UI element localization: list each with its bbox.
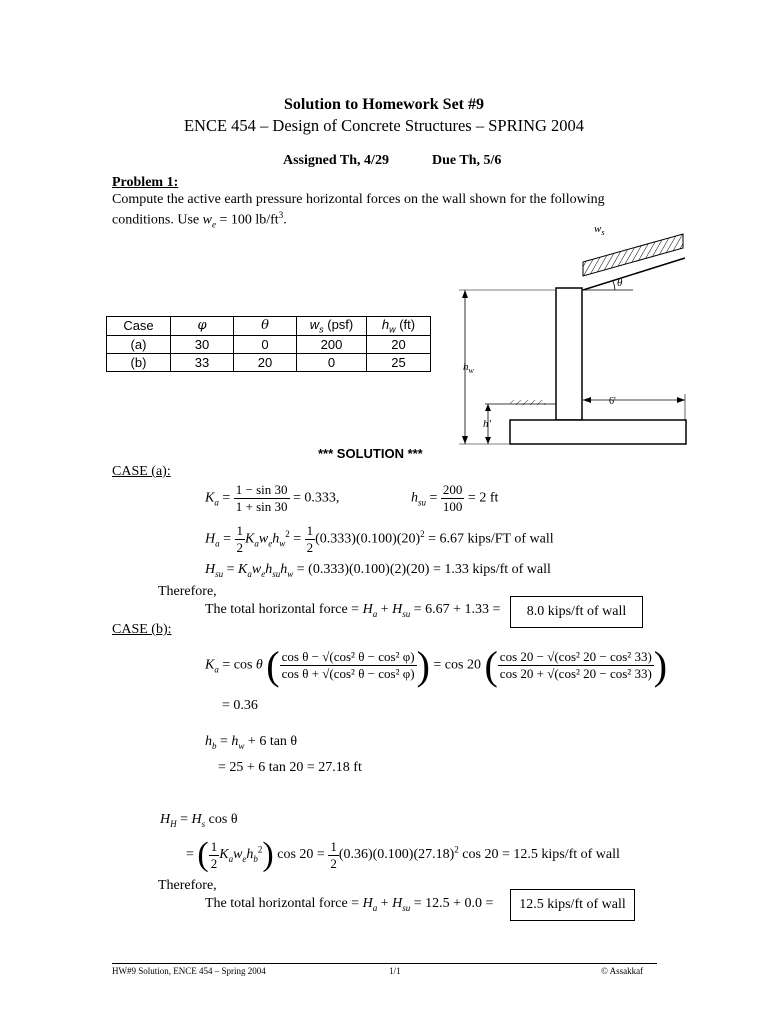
assigned-date: Assigned Th, 4/29	[283, 153, 389, 168]
hh-equation: $H_H = H_s$ cos θ	[160, 812, 238, 829]
problem-text-line2: conditions. Use $w_e = 100$ $lb/ft^3$.	[112, 210, 287, 230]
arrow-icon	[485, 404, 491, 411]
wall-stem	[556, 288, 582, 420]
ha-equation: $H_a$ = $\frac{1}{2}$ $K_aw_eh_w^2$ = $\frac{1}{2}$ $(0.333)(0.100)(20)^2 = 6.67$ kips/FT of wall	[205, 523, 554, 555]
total-b-line: The total horizontal force = $H_a + H_{su} = 12.5 + 0.0$ =	[205, 896, 494, 913]
arrow-icon	[485, 437, 491, 444]
total-a-line: The total horizontal force = $H_a + H_{su} = 6.67 + 1.33$ =	[205, 602, 501, 619]
therefore-b: Therefore,	[158, 878, 217, 893]
table-header-row	[107, 317, 431, 336]
table-row	[107, 335, 431, 353]
surcharge-load-band	[583, 234, 683, 276]
six-foot-label: 6'	[609, 396, 616, 407]
arrow-icon	[462, 436, 468, 444]
table-cell: 20	[367, 335, 431, 353]
hh-expansion: = ( $\frac{1}{2}$ $K_aw_eh_b^2$) cos 20 = $\frac{1}{2}$ $(0.36)(0.100)(27.18)^2$ cos 20 = 12.5 kips/ft of wall	[186, 836, 620, 873]
table-header-cell: φ	[171, 317, 234, 336]
ka-a-equation: $K_a$ = $\frac{1 - \sin 30}{1 + \sin 30}$ = 0.333,	[205, 482, 340, 514]
case-b-heading: CASE (b):	[112, 622, 172, 637]
ws-label: $w_s$	[594, 223, 605, 237]
problem-text-line1: Compute the active earth pressure horizontal forces on the wall shown for the following	[112, 192, 605, 207]
case-a-heading: CASE (a):	[112, 464, 171, 479]
footer-left: HW#9 Solution, ENCE 454 – Spring 2004	[112, 966, 266, 976]
footer-right: © Assakkaf	[601, 966, 644, 976]
due-date: Due Th, 5/6	[432, 153, 502, 168]
ka-b-value: = 0.36	[222, 698, 258, 713]
hw-label: $h_w$	[463, 361, 474, 375]
table-cell: 33	[171, 353, 234, 371]
arrow-icon	[677, 397, 685, 403]
table-row	[107, 353, 431, 371]
table-header-cell: θ	[234, 317, 297, 336]
table-cell: 30	[171, 335, 234, 353]
table-cell: 25	[367, 353, 431, 371]
total-a-answer-box: 8.0 kips/ft of wall	[510, 596, 643, 628]
theta-arc	[613, 281, 615, 290]
hsu-equation: $h_{su}$ = $\frac{200}{100}$ = 2 ft	[411, 482, 499, 514]
table-header-cell: Case	[107, 317, 171, 336]
arrow-icon	[462, 290, 468, 298]
problem-label: Problem 1:	[112, 175, 179, 190]
front-soil-hatch	[510, 400, 546, 405]
table-cell: 20	[234, 353, 297, 371]
hprime-label: h'	[483, 418, 491, 430]
page-title: Solution to Homework Set #9	[284, 96, 484, 113]
hsu-force-equation: $H_{su} = K_aw_eh_{su}h_w = (0.333)(0.100)(2)(20) = 1.33$ kips/ft of wall	[205, 562, 551, 579]
table-cell: (a)	[107, 335, 171, 353]
footer-divider	[112, 963, 657, 964]
conditions-table	[106, 316, 431, 372]
table-header-cell: $h_w$ (ft)	[367, 317, 431, 336]
table-header-cell: $w_s$ (psf)	[297, 317, 367, 336]
table-cell: 0	[297, 353, 367, 371]
retaining-wall-figure	[455, 218, 695, 450]
total-b-answer-box: 12.5 kips/ft of wall	[510, 889, 635, 921]
theta-label: θ	[617, 277, 623, 289]
arrow-icon	[583, 397, 591, 403]
footer-page-number: 1/1	[389, 966, 401, 976]
course-subtitle: ENCE 454 – Design of Concrete Structures – SPRING 2004	[183, 116, 585, 135]
wall-footing	[510, 420, 686, 444]
table-cell: 200	[297, 335, 367, 353]
ka-b-equation: $K_a = \cos \theta$ ( $\frac{\text{cos θ − √(cos² θ − cos² φ)}}{\text{cos θ + √(cos² θ − cos² φ)}}$ ) = cos 20 ( $\frac{\text{cos 20 − √(cos² 20 − cos² 33)}}{\text{cos 20 + √(cos² 20 − cos² 33)}}$ )	[205, 643, 668, 688]
table-cell: 0	[234, 335, 297, 353]
hb-equation: $h_b = h_w + 6$ tan θ	[205, 734, 298, 751]
therefore-a: Therefore,	[158, 584, 217, 599]
solution-banner: *** SOLUTION ***	[318, 446, 423, 461]
hb-value: = 25 + 6 tan 20 = 27.18 ft	[218, 760, 362, 775]
table-cell: (b)	[107, 353, 171, 371]
